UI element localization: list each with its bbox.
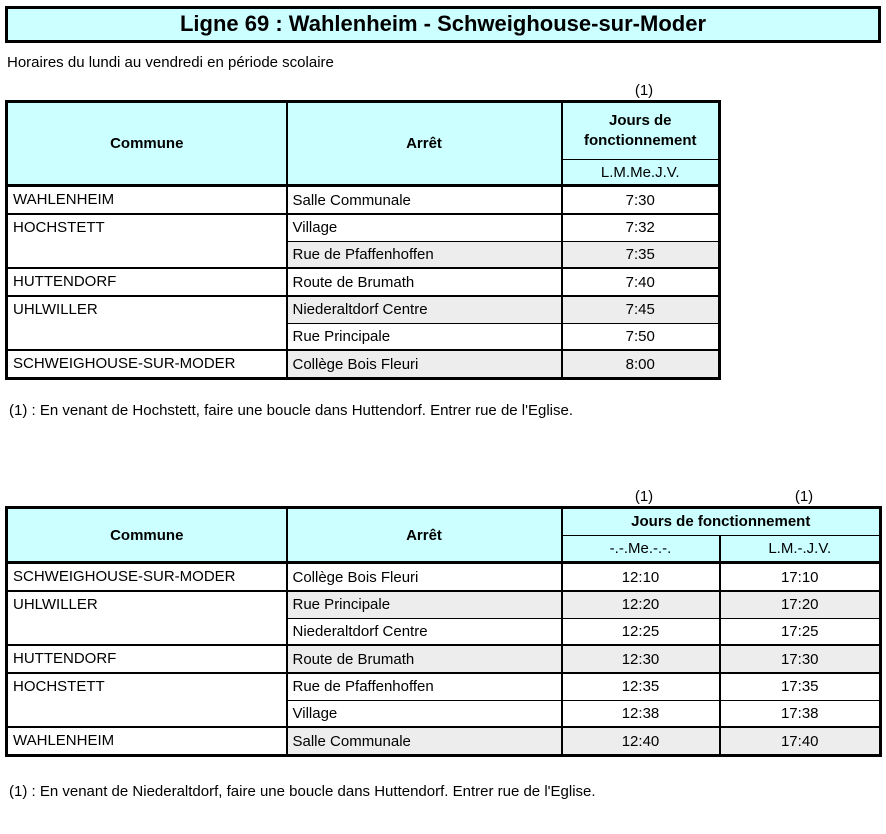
time-cell: 12:38 (562, 700, 720, 727)
time-cell: 12:10 (562, 563, 720, 592)
time-cell: 7:35 (562, 241, 720, 268)
time-cell: 12:35 (562, 673, 720, 700)
table-row (7, 268, 720, 296)
column-header-jours: Jours de fonctionnement (562, 102, 720, 160)
stop-cell: Village (287, 700, 562, 727)
stop-cell: Route de Brumath (287, 645, 562, 673)
commune-cell: UHLWILLER (7, 296, 287, 350)
stop-cell: Collège Bois Fleuri (287, 563, 562, 592)
time-cell: 7:50 (562, 323, 720, 350)
footnote-marker: (1) (634, 82, 654, 99)
page-title-text: Ligne 69 : Wahlenheim - Schweighouse-sur-Moder (179, 11, 707, 36)
footnote-marker-row (5, 487, 886, 506)
stop-cell: Salle Communale (287, 186, 562, 215)
time-cell: 17:25 (720, 618, 881, 645)
timetable-document (0, 6, 886, 800)
header-row (7, 508, 881, 536)
commune-cell: HOCHSTETT (7, 673, 287, 727)
time-cell: 8:00 (562, 350, 720, 379)
column-header-arret: Arrêt (287, 102, 562, 186)
time-cell: 12:30 (562, 645, 720, 673)
time-cell: 17:35 (720, 673, 881, 700)
time-cell: 12:40 (562, 727, 720, 756)
footnote-marker-row (5, 81, 886, 100)
stop-cell: Village (287, 214, 562, 241)
return-timetable (5, 506, 882, 757)
stop-cell: Rue de Pfaffenhoffen (287, 673, 562, 700)
page-title (5, 6, 881, 43)
footnote: (1) : En venant de Hochstett, faire une boucle dans Huttendorf. Entrer rue de l'Eglise. (9, 402, 574, 419)
schedule-subtitle: Horaires du lundi au vendredi en période scolaire (7, 54, 334, 71)
table-row (7, 296, 720, 323)
time-cell: 7:45 (562, 296, 720, 323)
column-header-arret: Arrêt (287, 508, 562, 563)
table-row (7, 186, 720, 215)
commune-cell: UHLWILLER (7, 591, 287, 645)
commune-cell: WAHLENHEIM (7, 186, 287, 215)
table-row (7, 563, 881, 592)
commune-cell: SCHWEIGHOUSE-SUR-MODER (7, 350, 287, 379)
stop-cell: Rue Principale (287, 591, 562, 618)
commune-cell: HUTTENDORF (7, 645, 287, 673)
stop-cell: Niederaltdorf Centre (287, 296, 562, 323)
table-row (7, 727, 881, 756)
footnote-marker: (1) (634, 488, 654, 505)
stop-cell: Niederaltdorf Centre (287, 618, 562, 645)
time-cell: 17:20 (720, 591, 881, 618)
day-column-header: L.M.Me.J.V. (562, 160, 720, 186)
stop-cell: Route de Brumath (287, 268, 562, 296)
time-cell: 17:40 (720, 727, 881, 756)
time-cell: 12:25 (562, 618, 720, 645)
stop-cell: Rue Principale (287, 323, 562, 350)
day-column-header: L.M.-.J.V. (720, 536, 881, 563)
stop-cell: Collège Bois Fleuri (287, 350, 562, 379)
stop-cell: Salle Communale (287, 727, 562, 756)
time-cell: 17:30 (720, 645, 881, 673)
return-timetable-section (5, 487, 886, 800)
stop-cell: Rue de Pfaffenhoffen (287, 241, 562, 268)
column-header-commune: Commune (7, 508, 287, 563)
footnote: (1) : En venant de Niederaltdorf, faire une boucle dans Huttendorf. Entrer rue de l'Eglise. (9, 783, 596, 800)
time-cell: 12:20 (562, 591, 720, 618)
outbound-timetable-section (5, 81, 886, 419)
table-row (7, 591, 881, 618)
time-cell: 17:10 (720, 563, 881, 592)
time-cell: 7:32 (562, 214, 720, 241)
table-row (7, 673, 881, 700)
column-header-jours: Jours de fonctionnement (562, 508, 881, 536)
table-row (7, 214, 720, 241)
outbound-timetable (5, 100, 721, 380)
column-header-commune: Commune (7, 102, 287, 186)
commune-cell: WAHLENHEIM (7, 727, 287, 756)
table-row (7, 350, 720, 379)
header-row (7, 102, 720, 160)
commune-cell: SCHWEIGHOUSE-SUR-MODER (7, 563, 287, 592)
time-cell: 17:38 (720, 700, 881, 727)
table-row (7, 645, 881, 673)
time-cell: 7:40 (562, 268, 720, 296)
time-cell: 7:30 (562, 186, 720, 215)
footnote-marker: (1) (794, 488, 814, 505)
commune-cell: HOCHSTETT (7, 214, 287, 268)
commune-cell: HUTTENDORF (7, 268, 287, 296)
day-column-header: -.-.Me.-.-. (562, 536, 720, 563)
